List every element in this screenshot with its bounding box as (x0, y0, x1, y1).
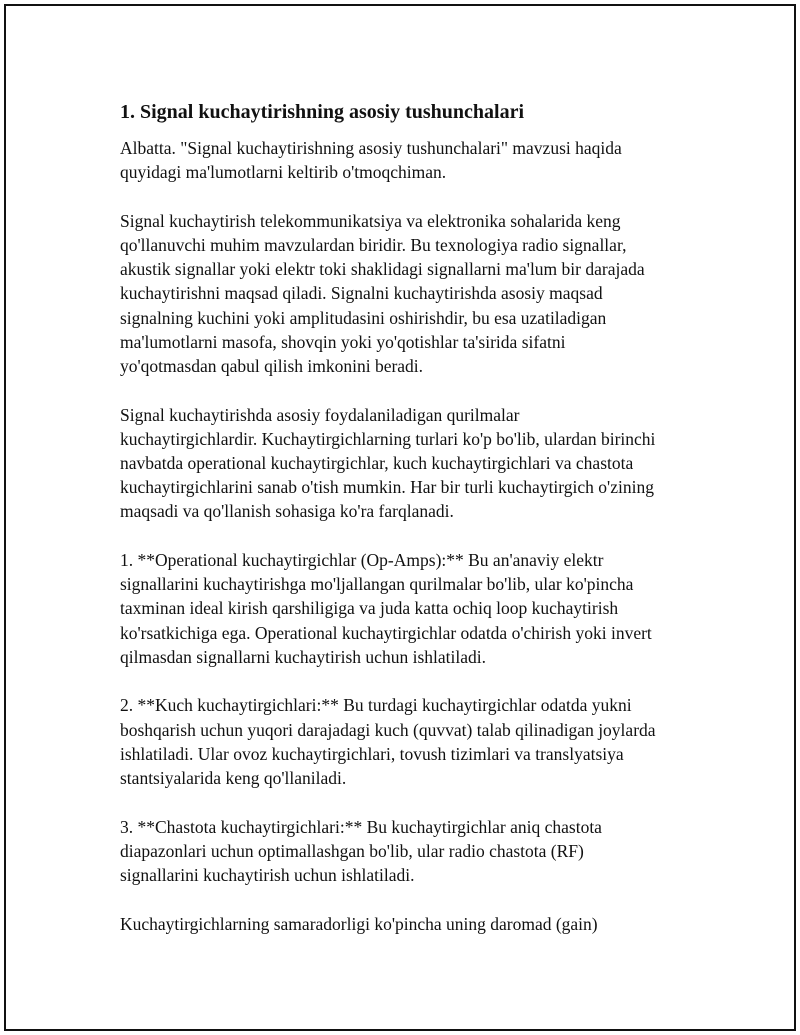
paragraph (120, 403, 710, 524)
text-line: ko'rsatkichiga ega. Operational kuchaytirgichlar odatda o'chirish yoki invert (120, 622, 652, 643)
text-line: stantsiyalarida keng qo'llaniladi. (120, 768, 347, 789)
text-line: 2. **Kuch kuchaytirgichlari:** Bu turdagi kuchaytirgichlar odatda yukni (120, 695, 632, 716)
text-line: signallarini kuchaytirish uchun ishlatiladi. (120, 865, 415, 886)
paragraph (120, 548, 710, 669)
text-line: Kuchaytirgichlarning samaradorligi ko'pincha uning daromad (gain) (120, 913, 598, 934)
text-line: taxminan ideal kirish qarshiligiga va juda katta ochiq loop kuchaytirish (120, 598, 619, 619)
text-line: kuchaytirishni maqsad qiladi. Signalni kuchaytirishda asosiy maqsad (120, 283, 603, 304)
text-line: quyidagi ma'lumotlarni keltirib o'tmoqchiman. (120, 162, 447, 183)
document-body (120, 98, 710, 960)
text-line: yo'qotmasdan qabul qilish imkonini beradi. (120, 356, 424, 377)
paragraph (120, 209, 710, 378)
text-line: signallarini kuchaytirishga mo'ljallangan qurilmalar bo'lib, ular ko'pincha (120, 574, 634, 595)
paragraph (120, 136, 710, 184)
text-line: kuchaytirgichlarini sanab o'tish mumkin. Har bir turli kuchaytirgich o'zining (120, 477, 654, 498)
paragraph (120, 815, 710, 888)
text-line: qilmasdan signallarni kuchaytirish uchun ishlatiladi. (120, 646, 486, 667)
text-line: navbatda operational kuchaytirgichlar, kuch kuchaytirgichlari va chastota (120, 453, 634, 474)
text-line: qo'llanuvchi muhim mavzulardan biridir. Bu texnologiya radio signallar, (120, 235, 627, 255)
text-line: signalning kuchini yoki amplitudasini oshirishdir, bu esa uzatiladigan (120, 307, 607, 328)
text-line: 1. **Operational kuchaytirgichlar (Op-Amps):** Bu an'anaviy elektr (120, 550, 604, 571)
text-line: Albatta. "Signal kuchaytirishning asosiy tushunchalari" mavzusi haqida (120, 138, 622, 158)
text-line: diapazonlari uchun optimallashgan bo'lib, ular radio chastota (RF) (120, 840, 584, 861)
text-line: kuchaytirgichlardir. Kuchaytirgichlarning turlari ko'p bo'lib, ulardan birinchi (120, 428, 656, 449)
text-line: Signal kuchaytirish telekommunikatsiya va elektronika sohalarida keng (120, 210, 621, 231)
section-heading: 1. Signal kuchaytirishning asosiy tushunchalari (120, 101, 525, 123)
paragraph-list (120, 136, 710, 936)
text-line: akustik signallar yoki elektr toki shaklidagi signallarni ma'lum bir darajada (120, 259, 645, 280)
text-line: boshqarish uchun yuqori darajadagi kuch (quvvat) talab qilinadigan joylarda (120, 719, 656, 740)
text-line: ma'lumotlarni masofa, shovqin yoki yo'qotishlar ta'sirida sifatni (120, 331, 566, 352)
text-line: 3. **Chastota kuchaytirgichlari:** Bu kuchaytirgichlar aniq chastota (120, 816, 602, 837)
text-line: Signal kuchaytirishda asosiy foydalaniladigan qurilmalar (120, 404, 520, 425)
paragraph (120, 912, 710, 936)
text-line: ishlatiladi. Ular ovoz kuchaytirgichlari, tovush tizimlari va translyatsiya (120, 743, 624, 764)
text-line: maqsadi va qo'llanish sohasiga ko'ra farqlanadi. (120, 501, 454, 522)
page-frame (4, 4, 796, 1031)
paragraph (120, 693, 710, 790)
